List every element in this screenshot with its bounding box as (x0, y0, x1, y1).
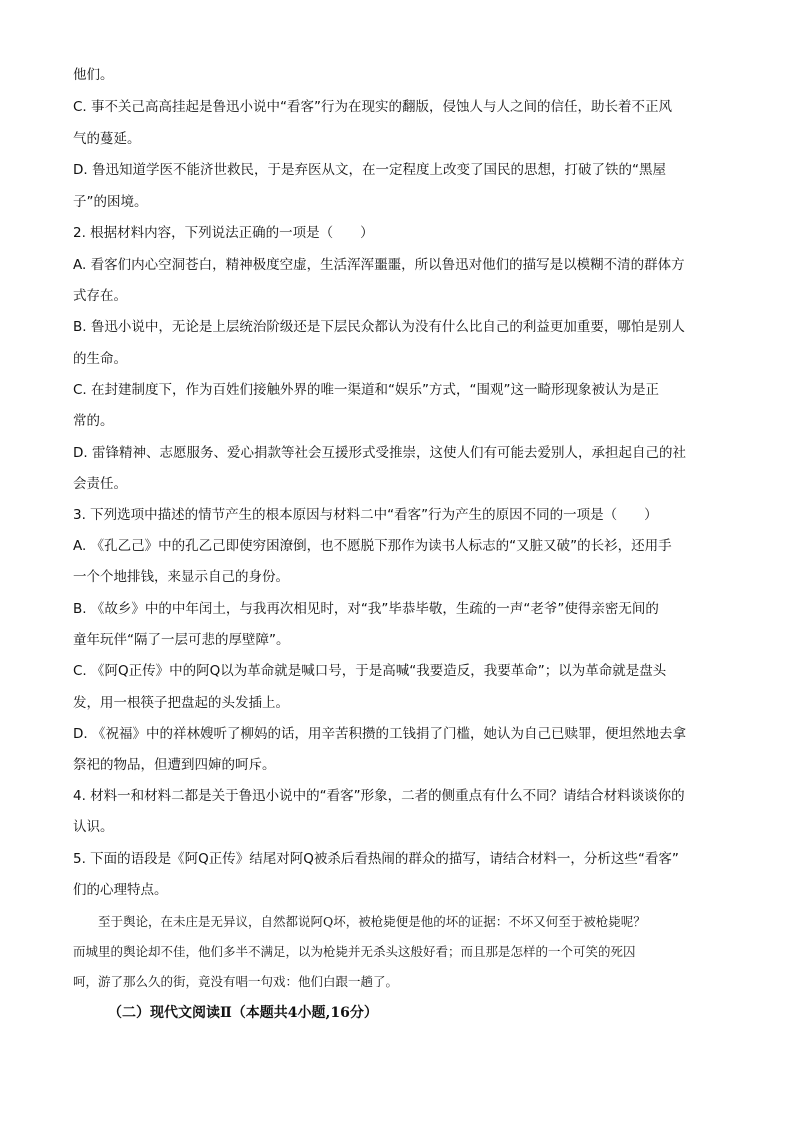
quote-line: 至于舆论，在未庄是无异议，自然都说阿Q坏，被枪毙便是他的坏的证据：不坏又何至于被枪毙呢？ (73, 914, 646, 929)
text-line: 气的蔓延。 (73, 131, 141, 147)
text-line: 童年玩伴“隔了一层可悲的厚壁障”。 (73, 632, 290, 648)
option-c-line: C. 事不关己高高挂起是鲁迅小说中“看客”行为在现实的翻版，侵蚀人与人之间的信任，助长着不正风 (73, 99, 672, 115)
text-line: 们的心理特点。 (73, 882, 168, 898)
quote-line: 呵，游了那么久的街，竟没有唱一句戏：他们白跟一趟了。 (73, 974, 399, 989)
option-a-line: A. 《孔乙己》中的孔乙己即使穷困潦倒，也不愿脱下那作为读书人标志的“又脏又破”的长衫，还用手 (73, 538, 672, 554)
option-d-line: D. 雷锋精神、志愿服务、爱心捐款等社会互援形式受推崇，这使人们有可能去爱别人，承担起自己的社 (73, 445, 686, 461)
section-heading: （二）现代文阅读Ⅱ（本题共4小题,16分） (108, 1005, 378, 1021)
question-5: 5. 下面的语段是《阿Q正传》结尾对阿Q被杀后看热闹的群众的描写，请结合材料一，分析这些“看客” (73, 851, 679, 867)
option-d-line: D. 鲁迅知道学医不能济世救民，于是弃医从文，在一定程度上改变了国民的思想，打破了铁的“黑屋 (73, 162, 666, 178)
question-2: 2. 根据材料内容，下列说法正确的一项是（ ） (73, 225, 374, 241)
text-line: 一个个地排钱，来显示自己的身份。 (73, 569, 289, 585)
question-4: 4. 材料一和材料二都是关于鲁迅小说中的“看客”形象，二者的侧重点有什么不同？请结合材料谈谈你的 (73, 788, 685, 804)
text-line: 的生命。 (73, 351, 127, 367)
option-c-line: C. 在封建制度下，作为百姓们接触外界的唯一渠道和“娱乐”方式，“围观”这一畸形现象被认为是正 (73, 382, 659, 398)
option-a-line: A. 看客们内心空洞苍白，精神极度空虚，生活浑浑噩噩，所以鲁迅对他们的描写是以模糊不清的群体方 (73, 257, 685, 273)
text-line: 会责任。 (73, 476, 127, 492)
text-line: 常的。 (73, 413, 114, 429)
text-line: 式存在。 (73, 288, 127, 304)
option-b-line: B. 《故乡》中的中年闰土，与我再次相见时，对“我”毕恭毕敬，生疏的一声“老爷”使得亲密无间的 (73, 601, 659, 617)
text-line: 认识。 (73, 819, 114, 835)
option-c-line: C. 《阿Q正传》中的阿Q以为革命就是喊口号，于是高喊“我要造反，我要革命”；以为革命就是盘头 (73, 663, 667, 679)
option-b-line: B. 鲁迅小说中，无论是上层统治阶级还是下层民众都认为没有什么比自己的利益更加重要，哪怕是别人 (73, 319, 685, 335)
question-3: 3. 下列选项中描述的情节产生的根本原因与材料二中“看客”行为产生的原因不同的一项是（ ） (73, 507, 658, 523)
text-line: 他们。 (73, 67, 114, 83)
option-d-line: D. 《祝福》中的祥林嫂听了柳妈的话，用辛苦积攒的工钱捐了门槛，她认为自己已赎罪，便坦然地去拿 (73, 726, 686, 742)
text-line: 子”的困境。 (73, 194, 148, 210)
text-line: 发，用一根筷子把盘起的头发插上。 (73, 695, 289, 711)
quote-line: 而城里的舆论却不佳，他们多半不满足，以为枪毙并无杀头这般好看；而且那是怎样的一个可笑的死囚 (73, 944, 636, 959)
text-line: 祭祀的物品，但遭到四婶的呵斥。 (73, 757, 276, 773)
